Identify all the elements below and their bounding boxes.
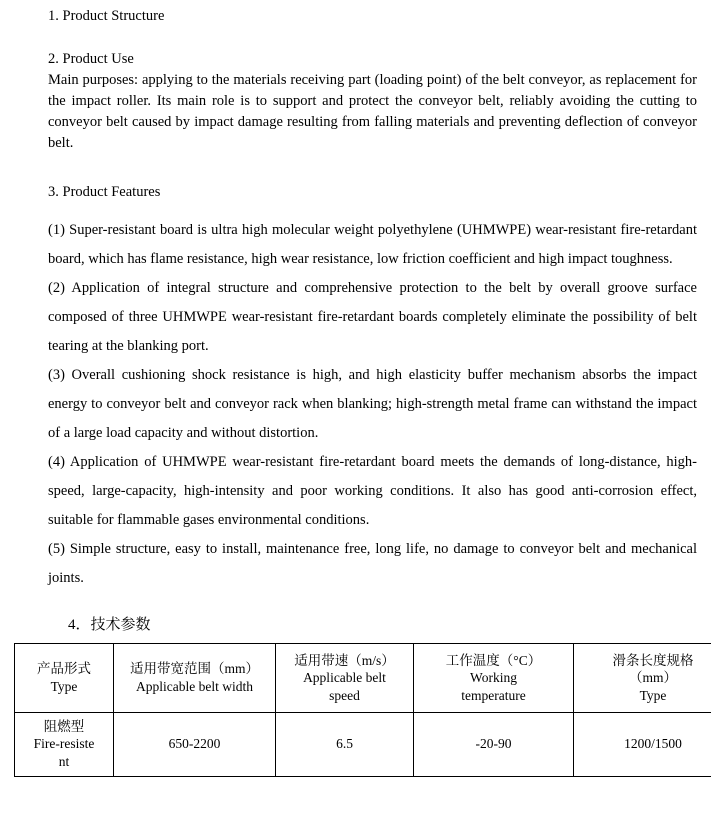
cell-working-temperature: -20-90 [414, 712, 574, 776]
spacer [48, 593, 697, 615]
cell-type-en: Fire-resiste [33, 736, 95, 752]
header-cell-belt-width-en: Applicable belt width [136, 678, 253, 694]
feature-item-4: (4) Application of UHMWPE wear-resistant fire-retardant board meets the demands of long-distance, high-speed, large-capacity, high-intensity and poor working conditions. It also has good anti-corrosion effect, suitable for flammable gases environmental conditions. [48, 454, 697, 529]
feature-item-3: (3) Overall cushioning shock resistance is high, and high elasticity buffer mechanism absorbs the impact energy to conveyor belt and conveyor rack when blanking; high-strength metal frame can withstand the impact of a large load capacity and without distortion. [48, 367, 697, 442]
feature-item-5: (5) Simple structure, easy to install, maintenance free, long life, no damage to conveyor belt and mechanical joints. [48, 541, 697, 587]
header-cell-belt-speed-en2: speed [329, 687, 360, 703]
header-cell-belt-speed-cn: 适用带速（m/s） [294, 652, 395, 668]
product-use-paragraph: Main purposes: applying to the materials receiving part (loading point) of the belt conveyor, as replacement for the impact roller. Its main role is to support and protect the conveyor belt, reliably avoiding the cutting to conveyor belt caused by impact damage resulting from falling materials and preventing deflection of conveyor belt. [48, 72, 697, 152]
feature-item-2: (2) Application of integral structure and comprehensive protection to the belt by overall groove surface composed of three UHMWPE wear-resistant fire-retardant boards completely eliminate the possibility of belt tearing at the blanking port. [48, 280, 697, 355]
header-cell-working-temperature-cn: 工作温度（°C） [445, 652, 542, 668]
header-cell-type [15, 643, 114, 712]
header-cell-type-en: Type [50, 678, 78, 694]
header-cell-belt-speed-en: Applicable belt [303, 670, 386, 686]
header-cell-belt-speed [276, 643, 414, 712]
header-cell-working-temperature-en2: temperature [461, 687, 526, 703]
table-row [15, 712, 711, 776]
header-cell-bar-length-unit: （mm） [628, 670, 677, 686]
spacer [48, 203, 697, 216]
spacer [48, 27, 697, 49]
section-heading-product-features: 3. Product Features [48, 184, 161, 201]
product-features-list [48, 216, 697, 593]
cell-type-cn: 阻燃型 [43, 718, 85, 734]
header-cell-belt-width-cn: 适用带宽范围（mm） [129, 661, 259, 677]
section-heading-product-use: 2. Product Use [48, 51, 134, 68]
spacer [48, 154, 697, 182]
header-cell-bar-length [574, 643, 711, 712]
spec-table-title: 4．技术参数 [68, 617, 151, 634]
spec-table [14, 643, 711, 777]
feature-item-1: (1) Super-resistant board is ultra high molecular weight polyethylene (UHMWPE) wear-resistant fire-retardant board, which has flame resistance, high wear resistance, low friction coefficient and high impact toughness. [48, 222, 697, 268]
section-heading-product-structure: 1. Product Structure [48, 8, 165, 24]
cell-bar-length: 1200/1500 [574, 712, 711, 776]
table-header-row [15, 643, 711, 712]
cell-type [15, 712, 114, 776]
header-cell-belt-width [114, 643, 276, 712]
header-cell-working-temperature-en: Working [470, 670, 517, 686]
cell-type-en2: nt [58, 753, 70, 769]
header-cell-type-cn: 产品形式 [37, 661, 91, 677]
header-cell-bar-length-cn: 滑条长度规格 [612, 652, 694, 668]
cell-belt-width: 650-2200 [114, 712, 276, 776]
cell-belt-speed: 6.5 [276, 712, 414, 776]
header-cell-working-temperature [414, 643, 574, 712]
header-cell-bar-length-en: Type [639, 687, 667, 703]
